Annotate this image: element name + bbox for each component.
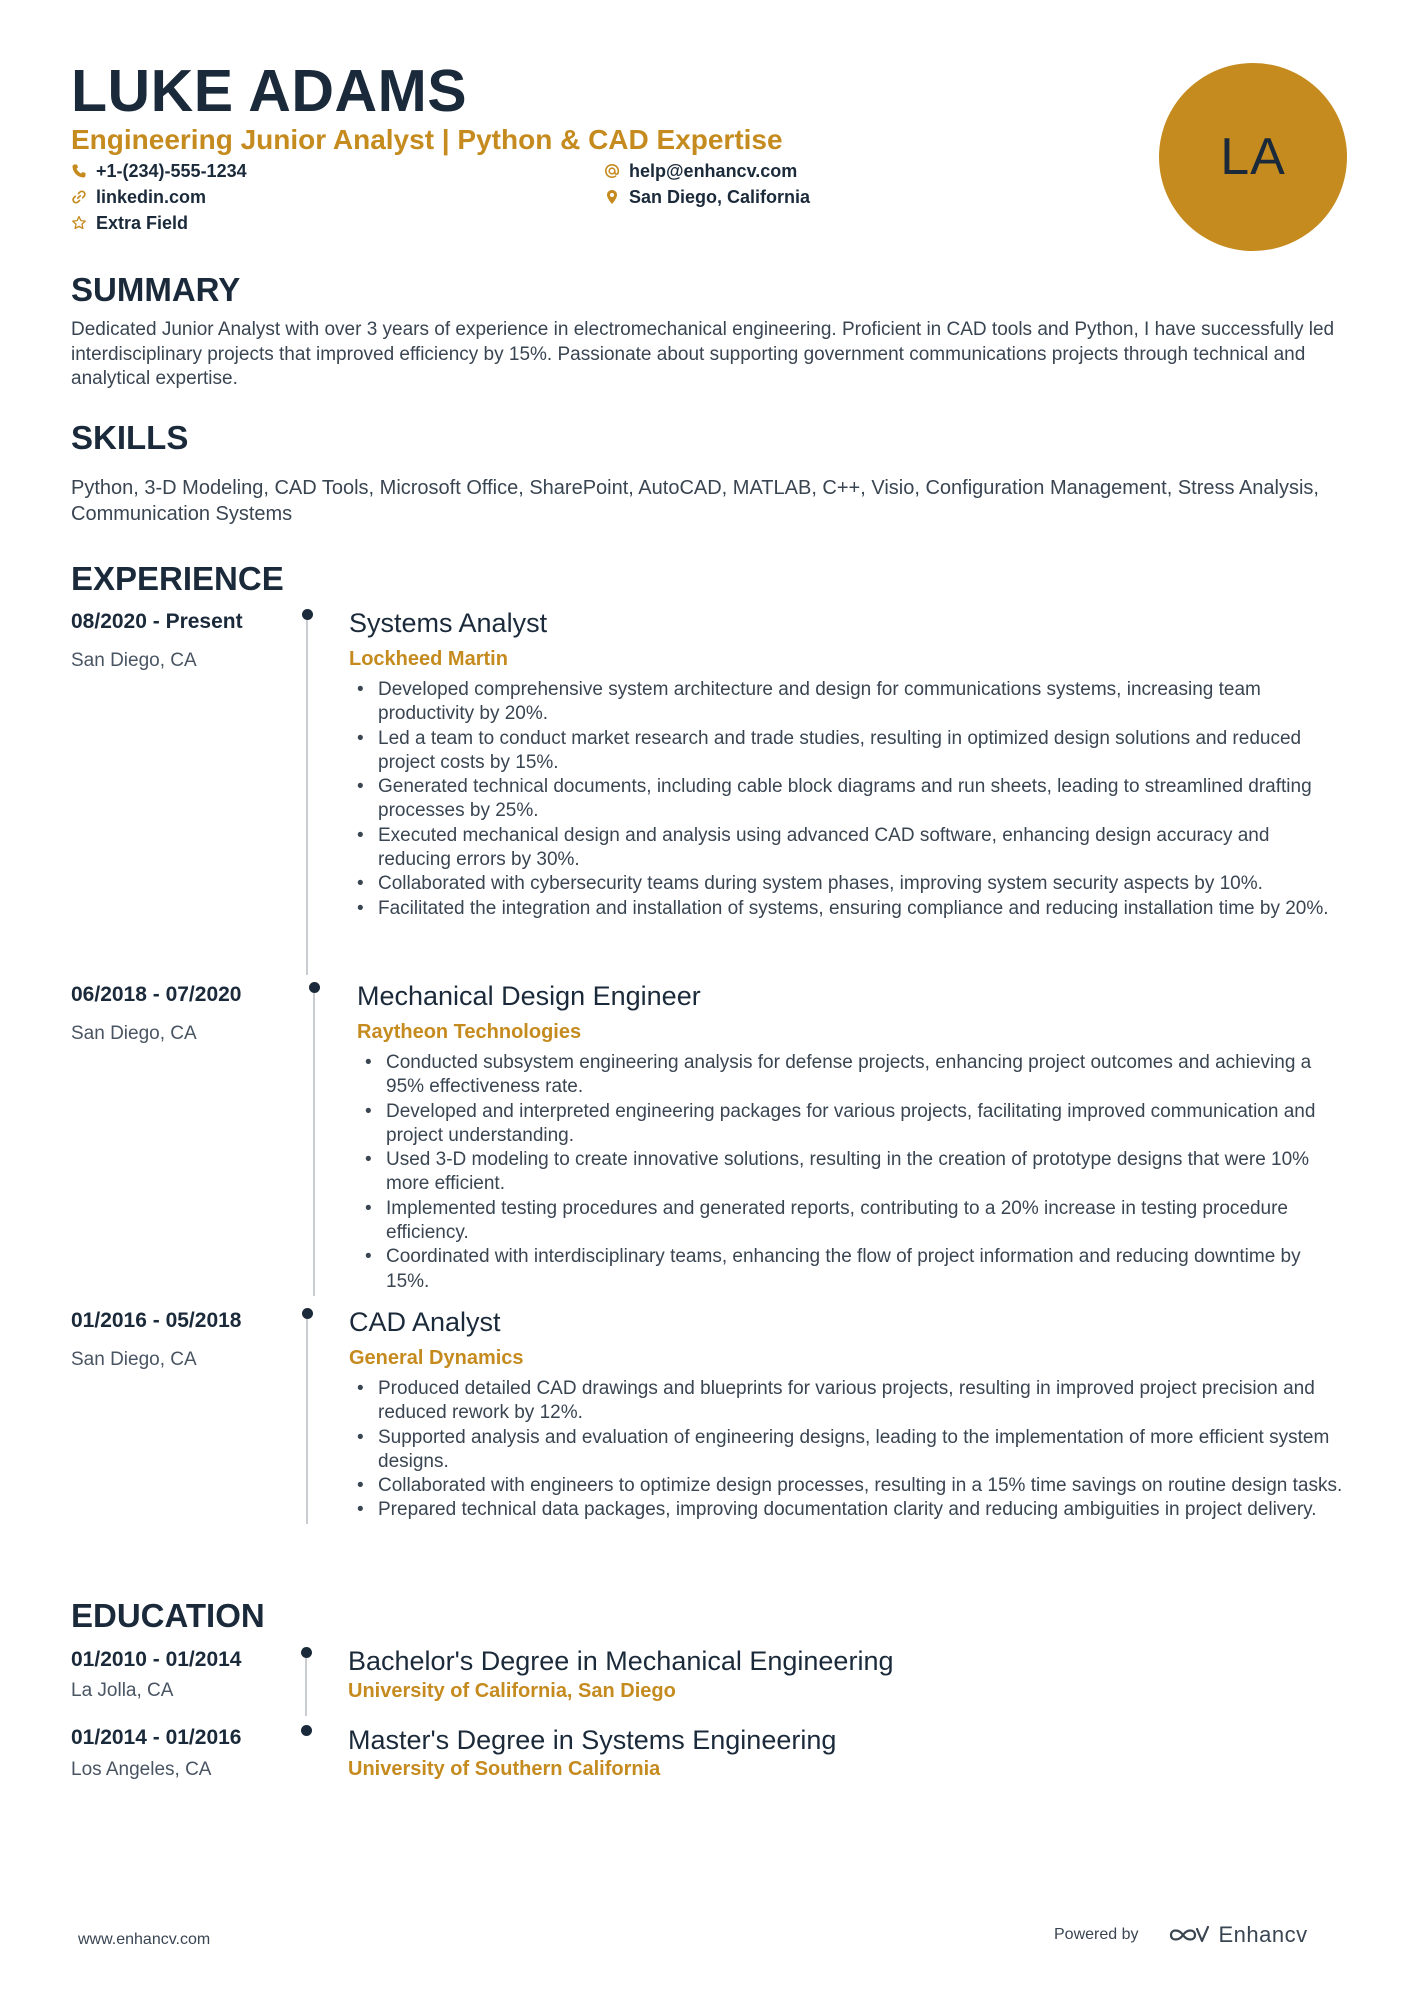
- job-location: San Diego, CA: [71, 650, 197, 671]
- summary-text: Dedicated Junior Analyst with over 3 years of experience in electromechanical engineering. Proficient in CAD tools and Python, I have successfully led interdisciplinary projects that improved efficiency by 15%. Passionate about supporting government communications projects through technical and analytical expertise.: [71, 319, 1335, 389]
- list-item: • Collaborated with cybersecurity teams during system phases, improving system security aspects by 10%.: [349, 872, 1341, 896]
- education-dates: 01/2010 - 01/2014: [71, 1648, 242, 1671]
- list-item: • Collaborated with engineers to optimize design processes, resulting in a 15% time savings on routine design tasks.: [349, 1474, 1345, 1498]
- phone-text: +1-(234)-555-1234: [96, 161, 247, 181]
- job-location: San Diego, CA: [71, 1023, 197, 1044]
- candidate-name: LUKE ADAMS: [71, 58, 468, 124]
- contact-linkedin[interactable]: [71, 186, 206, 208]
- timeline-dot: [309, 982, 320, 993]
- extra-field-text: Extra Field: [96, 213, 189, 233]
- skills-text: Python, 3-D Modeling, CAD Tools, Microsoft Office, SharePoint, AutoCAD, MATLAB, C++, Visio, Configuration Management, Stress Analysis, Communication Systems: [71, 477, 1319, 525]
- enhancv-logo-icon: [1167, 1923, 1211, 1947]
- job-company: Raytheon Technologies: [357, 1021, 582, 1043]
- list-item: • Produced detailed CAD drawings and blueprints for various projects, resulting in improved project precision and reduced rework by 12%.: [349, 1377, 1345, 1426]
- job-dates: 06/2018 - 07/2020: [71, 983, 242, 1006]
- powered-by-text: Powered by: [1054, 1926, 1139, 1943]
- experience-title: EXPERIENCE: [71, 560, 284, 597]
- phone-icon: [71, 163, 87, 179]
- list-item: • Executed mechanical design and analysis using advanced CAD software, enhancing design accuracy and reducing errors by 30%.: [349, 824, 1341, 873]
- list-item: • Led a team to conduct market research and trade studies, resulting in optimized design solutions and reduced project costs by 15%.: [349, 727, 1341, 776]
- at-icon: [604, 163, 620, 179]
- list-item: • Prepared technical data packages, improving documentation clarity and reducing ambiguities in project delivery.: [349, 1498, 1345, 1522]
- footer-branding[interactable]: [1054, 1922, 1308, 1948]
- list-item: • Coordinated with interdisciplinary teams, enhancing the flow of project information and reducing downtime by 15%.: [357, 1245, 1341, 1294]
- timeline-dot: [302, 609, 313, 620]
- education-degree: Master's Degree in Systems Engineering: [348, 1725, 837, 1755]
- skills-title: SKILLS: [71, 419, 189, 456]
- avatar: [1159, 63, 1347, 251]
- contact-location: [604, 186, 810, 208]
- avatar-initials: LA: [1220, 128, 1286, 186]
- list-item: • Facilitated the integration and installation of systems, ensuring compliance and reducing installation time by 20%.: [349, 897, 1341, 921]
- job-bullets: [349, 678, 1341, 921]
- job-bullets: [357, 1051, 1341, 1294]
- brand-name: Enhancv: [1218, 1922, 1308, 1947]
- job-location: San Diego, CA: [71, 1349, 197, 1370]
- education-degree: Bachelor's Degree in Mechanical Engineering: [348, 1646, 894, 1676]
- timeline-dot: [301, 1725, 312, 1736]
- timeline-dot: [301, 1647, 312, 1658]
- candidate-headline: Engineering Junior Analyst | Python & CAD Expertise: [71, 124, 783, 155]
- timeline-line: [313, 993, 315, 1296]
- education-title: EDUCATION: [71, 1597, 265, 1634]
- job-role: Mechanical Design Engineer: [357, 981, 701, 1011]
- job-role: CAD Analyst: [349, 1307, 501, 1337]
- contact-phone[interactable]: [71, 160, 247, 182]
- list-item: • Developed and interpreted engineering packages for various projects, facilitating improved communication and project understanding.: [357, 1100, 1341, 1149]
- timeline-line: [306, 1319, 308, 1524]
- list-item: • Supported analysis and evaluation of engineering designs, leading to the implementation of more efficient system designs.: [349, 1426, 1345, 1475]
- timeline-dot: [302, 1308, 313, 1319]
- list-item: • Conducted subsystem engineering analysis for defense projects, enhancing project outcomes and achieving a 95% effectiveness rate.: [357, 1051, 1341, 1100]
- job-company: General Dynamics: [349, 1347, 524, 1369]
- star-icon: [71, 215, 87, 231]
- linkedin-text: linkedin.com: [96, 187, 207, 207]
- job-role: Systems Analyst: [349, 608, 548, 638]
- location-pin-icon: [604, 189, 620, 205]
- footer-website[interactable]: www.enhancv.com: [78, 1931, 211, 1948]
- education-school: University of California, San Diego: [348, 1680, 676, 1702]
- location-text: San Diego, California: [629, 187, 811, 207]
- list-item: • Implemented testing procedures and generated reports, contributing to a 20% increase in testing procedure efficiency.: [357, 1197, 1341, 1246]
- list-item: • Generated technical documents, including cable block diagrams and run sheets, leading to streamlined drafting processes by 25%.: [349, 775, 1341, 824]
- job-company: Lockheed Martin: [349, 648, 508, 670]
- education-location: Los Angeles, CA: [71, 1759, 212, 1780]
- job-dates: 01/2016 - 05/2018: [71, 1309, 242, 1332]
- job-dates: 08/2020 - Present: [71, 610, 243, 633]
- email-text: help@enhancv.com: [629, 161, 798, 181]
- education-school: University of Southern California: [348, 1758, 661, 1780]
- job-bullets: [349, 1377, 1345, 1523]
- timeline-line: [305, 1658, 307, 1716]
- education-dates: 01/2014 - 01/2016: [71, 1726, 242, 1749]
- summary-title: SUMMARY: [71, 271, 241, 308]
- list-item: • Developed comprehensive system architecture and design for communications systems, increasing team productivity by 20%.: [349, 678, 1341, 727]
- link-icon: [71, 189, 87, 205]
- timeline-line: [306, 620, 308, 975]
- contact-extra: [71, 212, 188, 234]
- list-item: • Used 3-D modeling to create innovative solutions, resulting in the creation of prototype designs that were 10% more efficient.: [357, 1148, 1341, 1197]
- contact-email[interactable]: [604, 160, 797, 182]
- education-location: La Jolla, CA: [71, 1680, 174, 1701]
